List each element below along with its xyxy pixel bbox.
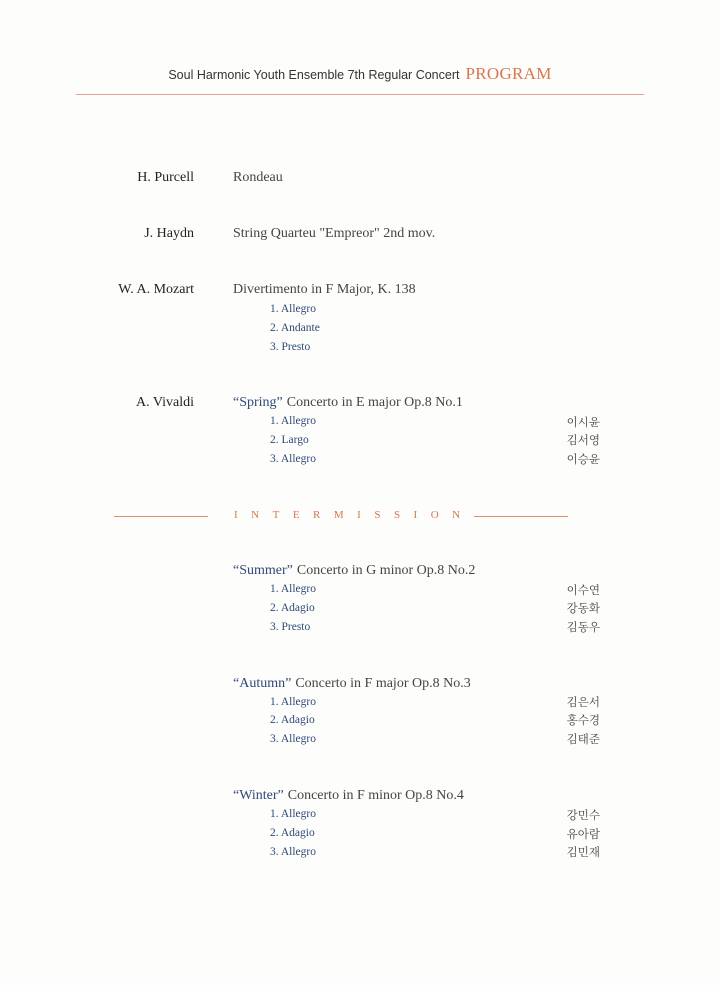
piece-rondeau: Rondeau (233, 170, 283, 185)
composer-haydn: J. Haydn (144, 226, 194, 241)
piece-title: Concerto in F major Op.8 No.3 (295, 676, 471, 691)
piece-title: Concerto in E major Op.8 No.1 (286, 395, 463, 410)
player-name: 강민수 (566, 808, 600, 822)
movement-item: 2. Largo (270, 434, 309, 446)
composer-purcell: H. Purcell (137, 170, 194, 185)
movement-item: 1. Allegro (270, 303, 316, 315)
movement-item: 2. Adagio (270, 827, 315, 839)
movement-item: 1. Allegro (270, 696, 316, 708)
page-header (0, 64, 720, 84)
movement-item: 2. Adagio (270, 602, 315, 614)
player-name: 이승윤 (566, 452, 600, 466)
piece-nickname: “Summer” (233, 563, 293, 578)
movement-item: 2. Adagio (270, 714, 315, 726)
movement-item: 3. Presto (270, 341, 311, 353)
player-name: 김서영 (566, 433, 600, 447)
movement-item: 3. Presto (270, 621, 311, 633)
movement-item: 3. Allegro (270, 846, 316, 858)
piece-divertimento: Divertimento in F Major, K. 138 (233, 282, 416, 297)
intermission-line-right (474, 516, 568, 517)
piece-nickname: “Spring” (233, 395, 283, 410)
player-name: 김민재 (566, 845, 600, 859)
player-name: 홍수경 (566, 713, 600, 727)
piece-winter (233, 788, 464, 804)
movement-item: 1. Allegro (270, 583, 316, 595)
player-name: 이수연 (566, 583, 600, 597)
piece-string-quartet: String Quarteu "Empreor" 2nd mov. (233, 226, 436, 241)
concert-title: Soul Harmonic Youth Ensemble 7th Regular Concert (168, 68, 460, 82)
piece-autumn (233, 676, 471, 692)
piece-nickname: “Winter” (233, 788, 284, 803)
intermission-line-left (114, 516, 208, 517)
piece-nickname: “Autumn” (233, 676, 292, 691)
movement-item: 1. Allegro (270, 415, 316, 427)
movement-item: 3. Allegro (270, 453, 316, 465)
movement-item: 3. Allegro (270, 733, 316, 745)
header-divider (76, 94, 644, 95)
player-name: 김태준 (566, 732, 600, 746)
program-heading: PROGRAM (465, 64, 552, 83)
player-name: 김동우 (566, 620, 600, 634)
movement-item: 2. Andante (270, 322, 320, 334)
player-name: 강동화 (566, 601, 600, 615)
composer-mozart: W. A. Mozart (118, 282, 194, 297)
piece-spring (233, 395, 463, 411)
player-name: 이시윤 (566, 415, 600, 429)
piece-title: Concerto in F minor Op.8 No.4 (287, 788, 464, 803)
movement-item: 1. Allegro (270, 808, 316, 820)
piece-summer (233, 563, 475, 579)
composer-vivaldi: A. Vivaldi (135, 395, 194, 410)
player-name: 유아람 (566, 827, 600, 841)
piece-title: Concerto in G minor Op.8 No.2 (296, 563, 476, 578)
player-name: 김은서 (566, 695, 600, 709)
intermission-label: INTERMISSION (234, 509, 474, 521)
